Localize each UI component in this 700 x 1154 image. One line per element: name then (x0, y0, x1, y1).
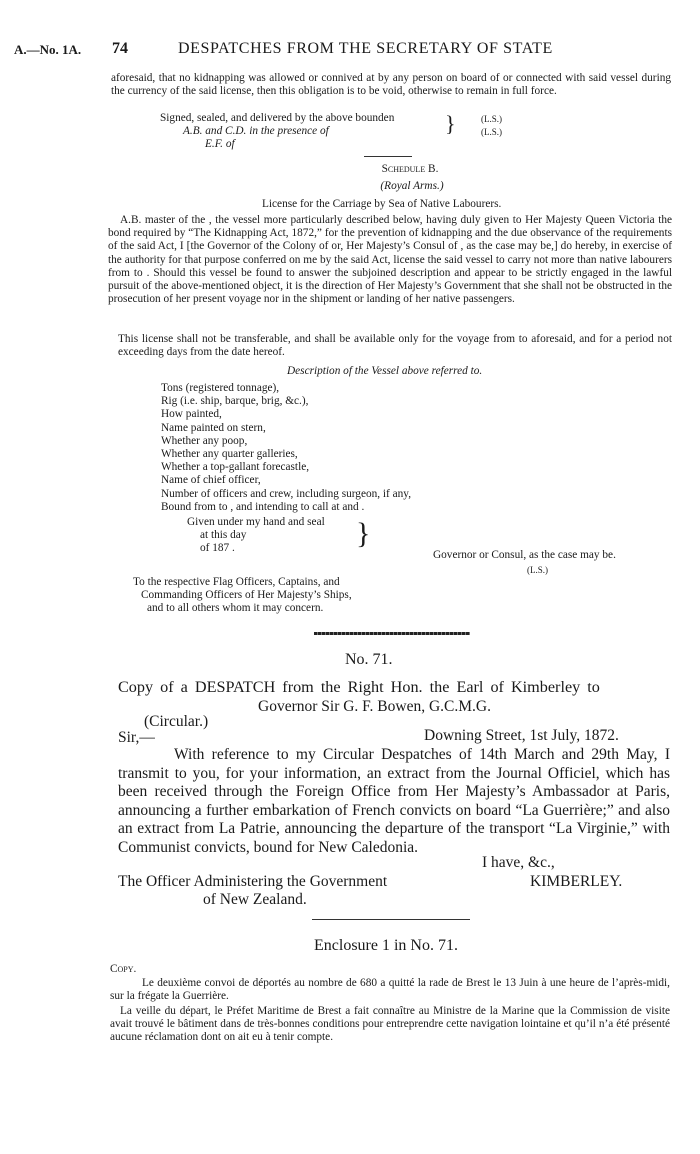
enclosure-paragraph-2: La veille du départ, le Préfet Maritime de Brest a fait connaître au Ministre de la Marine que la Commission de visite avait trouvé le bâtiment dans de très-bonnes conditions pour entreprendre cette navigation lointaine et qu’il n’a été présenté aucune réclamation dont on ait eu à tenir compte. (110, 1005, 670, 1044)
running-header (0, 38, 700, 62)
addressee-line: Commanding Officers of Her Majesty’s Ships, (141, 589, 352, 602)
ls-mark-2: (L.S.) (481, 127, 502, 137)
royal-arms: (Royal Arms.) (380, 180, 444, 192)
description-item: How painted, (161, 408, 222, 421)
description-item: Whether a top-gallant forecastle, (161, 461, 310, 474)
signature: KIMBERLEY. (530, 873, 623, 890)
governor-line (433, 549, 616, 562)
enclosure-paragraph-1: Le deuxième convoi de déportés au nombre de 680 a quitté la rade de Brest le 13 Juin à une heure de l’après-midi, sur la frégate la Guerrière. (110, 977, 670, 1003)
given-under-line: Given under my hand and seal (187, 516, 325, 528)
bond-tail-paragraph: aforesaid, that no kidnapping was allowed or connived at by any person on board of or connected with said vessel during the currency of the said license, then this obligation is to be void, otherwise to remain in full force. (111, 72, 671, 98)
place-date: Downing Street, 1st July, 1872. (424, 727, 619, 744)
ls-mark-1: (L.S.) (481, 114, 502, 124)
salutation: Sir,— (118, 729, 155, 746)
page-number: 74 (112, 40, 128, 57)
description-item: Bound from to , and intending to call at and . (161, 500, 365, 513)
despatch-heading-line-1: Copy of a DESPATCH from the Right Hon. the Earl of Kimberley to (118, 678, 600, 696)
closing: I have, &c., (482, 854, 555, 871)
despatch-heading-line-2: Governor Sir G. F. Bowen, G.C.M.G. (258, 698, 491, 715)
ef-line: E.F. of (205, 138, 235, 150)
description-item: Rig (i.e. ship, barque, brig, &c.), (161, 395, 309, 408)
running-title: DESPATCHES FROM THE SECRETARY OF STATE (178, 40, 553, 57)
schedule-title: Schedule B. (381, 163, 439, 175)
paper-reference: A.—No. 1A. (14, 42, 82, 57)
ornamental-rule (314, 632, 470, 635)
despatch-number: No. 71. (345, 651, 393, 668)
bond-brace: } (445, 111, 456, 136)
description-title: Description of the Vessel above referred to. (287, 365, 483, 377)
license-title: License for the Carriage by Sea of Native Labourers. (262, 198, 502, 210)
circular-label: (Circular.) (144, 713, 209, 730)
enclosure-title: Enclosure 1 in No. 71. (314, 937, 458, 954)
of-line: of 187 . (200, 542, 235, 554)
description-list (161, 382, 621, 514)
section-rule (312, 919, 470, 920)
description-item: Number of officers and crew, including surgeon, if any, (161, 487, 412, 500)
seal-brace: } (356, 517, 371, 550)
addressee-line: and to all others whom it may concern. (147, 602, 324, 615)
addressees (133, 576, 453, 616)
addressee-line-2: of New Zealand. (203, 891, 307, 908)
ab-cd-line: A.B. and C.D. in the presence of (183, 125, 329, 137)
despatch-body: With reference to my Circular Despatches of 14th March and 29th May, I transmit to you, for your information, an extract from the Journal Officiel, which has been received through the Foreign Office from Her Majesty’s Ambassador at Paris, announcing a further embarkation of French convicts on board “La Guerrière;” and also an extract from La Patrie, announcing the departure of the transport “La Virginie,” with Communist convicts, bound for New Caledonia. (118, 746, 670, 856)
description-item: Tons (registered tonnage), (161, 382, 280, 394)
addressee-line: To the respective Flag Officers, Captains, and (133, 576, 340, 588)
transferable-clause: This license shall not be transferable, and shall be available only for the voyage from to aforesaid, and for a period not exceeding days from the date hereof. (118, 333, 672, 359)
license-body: A.B. master of the , the vessel more particularly described below, having duly given to Her Majesty Queen Victoria the bond required by “The Kidnapping Act, 1872,” for the prevention of kidnapping and the due observance of the requirements of the said Act, I [the Governor of the Colony of or, Her Majesty’s Consul of , as the case may be,] do hereby, in exercise of the authority for that purpose conferred on me by the said Act, license the said vessel to carry not more than native labourers from to . Should this vessel be found to answer the subjoined description and appear to be strictly engaged in the lawful pursuit of the above-mentioned object, it is the direction of Her Majesty’s Government that she shall not be obstructed in the prosecution of her present voyage nor in the shipment or landing of her native passengers. (108, 214, 672, 306)
description-item: Name of chief officer, (161, 474, 261, 487)
description-item: Whether any quarter galleries, (161, 448, 298, 461)
governor-text: Governor or Consul, as the case may be. (433, 549, 616, 561)
ls-mark-3: (L.S.) (527, 565, 548, 575)
addressee-line-1: The Officer Administering the Government (118, 873, 388, 890)
copy-label: Copy. (110, 963, 137, 975)
signed-line: Signed, sealed, and delivered by the above bounden (160, 112, 395, 124)
description-item: Whether any poop, (161, 434, 248, 447)
section-rule (364, 156, 412, 157)
at-line: at this day (200, 529, 247, 541)
description-item: Name painted on stern, (161, 421, 266, 434)
